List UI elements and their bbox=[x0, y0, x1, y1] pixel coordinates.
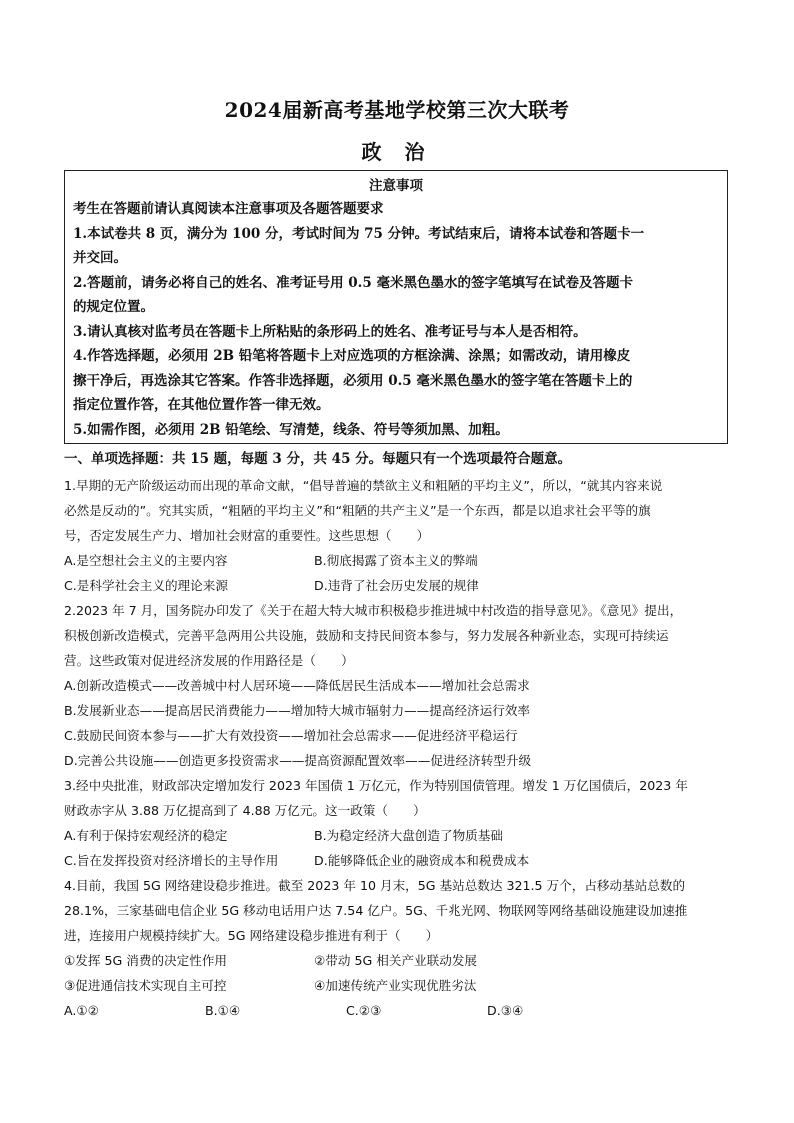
notice-line: 5.如需作图，必须用 2B 铅笔绘、写清楚，线条、符号等须加黑、加粗。 bbox=[73, 421, 509, 438]
notice-line: 的规定位置。 bbox=[73, 299, 154, 315]
option-d: D.违背了社会历史发展的规律 bbox=[314, 578, 479, 593]
statement-3: ③促进通信技术实现自主可控 bbox=[64, 978, 227, 993]
notice-line: 考生在答题前请认真阅读本注意事项及各题答题要求 bbox=[73, 201, 384, 217]
options-row bbox=[64, 548, 732, 573]
option-a: A.有利于保持宏观经济的稳定 bbox=[64, 828, 228, 843]
notice-line: 4.作答选择题，必须用 2B 铅笔将答题卡上对应选项的方框涂满、涂黑；如需改动，请用橡皮 bbox=[73, 348, 631, 364]
statement-4: ④加速传统产业实现优胜劣汰 bbox=[314, 978, 477, 993]
option-a: A.创新改造模式——改善城中村人居环境——降低居民生活成本——增加社会总需求 bbox=[64, 678, 530, 693]
question-text: 1.早期的无产阶级运动而出现的革命文献，“倡导普遍的禁欲主义和粗陋的平均主义”，所以，“就其内容来说 bbox=[64, 478, 663, 493]
options-row bbox=[64, 823, 732, 848]
question-text: 进，连接用户规模持续扩大。5G 网络建设稳步推进有利于（ ） bbox=[64, 928, 439, 943]
question-text: 号，否定发展生产力、增加社会财富的重要性。这些思想（ ） bbox=[64, 528, 430, 543]
statement-1: ①发挥 5G 消费的决定性作用 bbox=[64, 953, 228, 968]
question-text: 财政赤字从 3.88 万亿提高到了 4.88 万亿元。这一政策（ ） bbox=[64, 803, 426, 818]
option-c: C.鼓励民间资本参与——扩大有效投资——增加社会总需求——促进经济平稳运行 bbox=[64, 728, 518, 743]
question-1 bbox=[64, 473, 732, 598]
option-b: B.彻底揭露了资本主义的弊端 bbox=[314, 553, 478, 568]
statements-row bbox=[64, 973, 732, 998]
options-row bbox=[64, 848, 732, 873]
option-a: A.①② bbox=[64, 1003, 99, 1018]
option-b: B.为稳定经济大盘创造了物质基础 bbox=[314, 828, 503, 843]
option-c: C.②③ bbox=[346, 1003, 382, 1018]
option-d: D.③④ bbox=[487, 1003, 524, 1018]
notice-heading: 注意事项 bbox=[369, 178, 423, 194]
option-c: C.旨在发挥投资对经济增长的主导作用 bbox=[64, 853, 279, 868]
question-text: 3.经中央批准，财政部决定增加发行 2023 年国债 1 万亿元，作为特别国债管理。增发 1 万亿国债后，2023 年 bbox=[64, 778, 688, 793]
notice-line: 3.请认真核对监考员在答题卡上所粘贴的条形码上的姓名、准考证号与本人是否相符。 bbox=[73, 323, 587, 340]
question-text: 必然是反动的”。究其实质，“粗陋的平均主义”和“粗陋的共产主义”是一个东西，都是以追求社会平等的旗 bbox=[64, 503, 651, 518]
question-text: 28.1%，三家基础电信企业 5G 移动电话用户达 7.54 亿户。5G、千兆光网、物联网等网络基础设施建设加速推 bbox=[64, 903, 688, 918]
option-b: B.①④ bbox=[205, 1003, 241, 1018]
option-d: D.能够降低企业的融资成本和税费成本 bbox=[314, 853, 530, 868]
question-3 bbox=[64, 773, 732, 873]
option-c: C.是科学社会主义的理论来源 bbox=[64, 578, 228, 593]
options-row bbox=[64, 998, 732, 1023]
exam-title: 2024届新高考基地学校第三次大联考 bbox=[224, 98, 570, 122]
question-text: 2.2023 年 7 月，国务院办印发了《关于在超大特大城市积极稳步推进城中村改造的指导意见》。《意见》提出， bbox=[64, 603, 683, 618]
question-2 bbox=[64, 598, 732, 773]
section-heading: 一、单项选择题：共 15 题，每题 3 分，共 45 分。每题只有一个选项最符合题意。 bbox=[64, 451, 572, 467]
notice-line: 1.本试卷共 8 页，满分为 100 分，考试时间为 75 分钟。考试结束后，请将本试卷和答题卡一 bbox=[73, 225, 645, 242]
notice-line: 擦干净后，再选涂其它答案。作答非选择题，必须用 0.5 毫米黑色墨水的签字笔在答题卡上的 bbox=[73, 372, 633, 389]
question-text: 营。这些政策对促进经济发展的作用路径是（ ） bbox=[64, 653, 354, 668]
questions-area bbox=[64, 473, 732, 1023]
notice-line: 2.答题前，请务必将自己的姓名、准考证号用 0.5 毫米黑色墨水的签字笔填写在试卷及答题卡 bbox=[73, 274, 633, 291]
option-a: A.是空想社会主义的主要内容 bbox=[64, 553, 228, 568]
option-d: D.完善公共设施——创造更多投资需求——提高资源配置效率——促进经济转型升级 bbox=[64, 753, 532, 768]
option-b: B.发展新业态——提高居民消费能力——增加特大城市辐射力——提高经济运行效率 bbox=[64, 703, 531, 718]
notice-box bbox=[64, 170, 728, 444]
notice-line: 并交回。 bbox=[73, 250, 127, 266]
notice-line: 指定位置作答，在其他位置作答一律无效。 bbox=[73, 397, 330, 413]
question-text: 积极创新改造模式，完善平急两用公共设施，鼓励和支持民间资本参与，努力发展各种新业态，实现可持续运 bbox=[64, 628, 669, 643]
question-4 bbox=[64, 873, 732, 1023]
statement-2: ②带动 5G 相关产业联动发展 bbox=[314, 953, 478, 968]
question-text: 4.目前，我国 5G 网络建设稳步推进。截至 2023 年 10 月末，5G 基站总数达 321.5 万个，占移动基站总数的 bbox=[64, 878, 686, 893]
exam-subject: 政 治 bbox=[361, 140, 433, 164]
options-row bbox=[64, 573, 732, 598]
statements-row bbox=[64, 948, 732, 973]
